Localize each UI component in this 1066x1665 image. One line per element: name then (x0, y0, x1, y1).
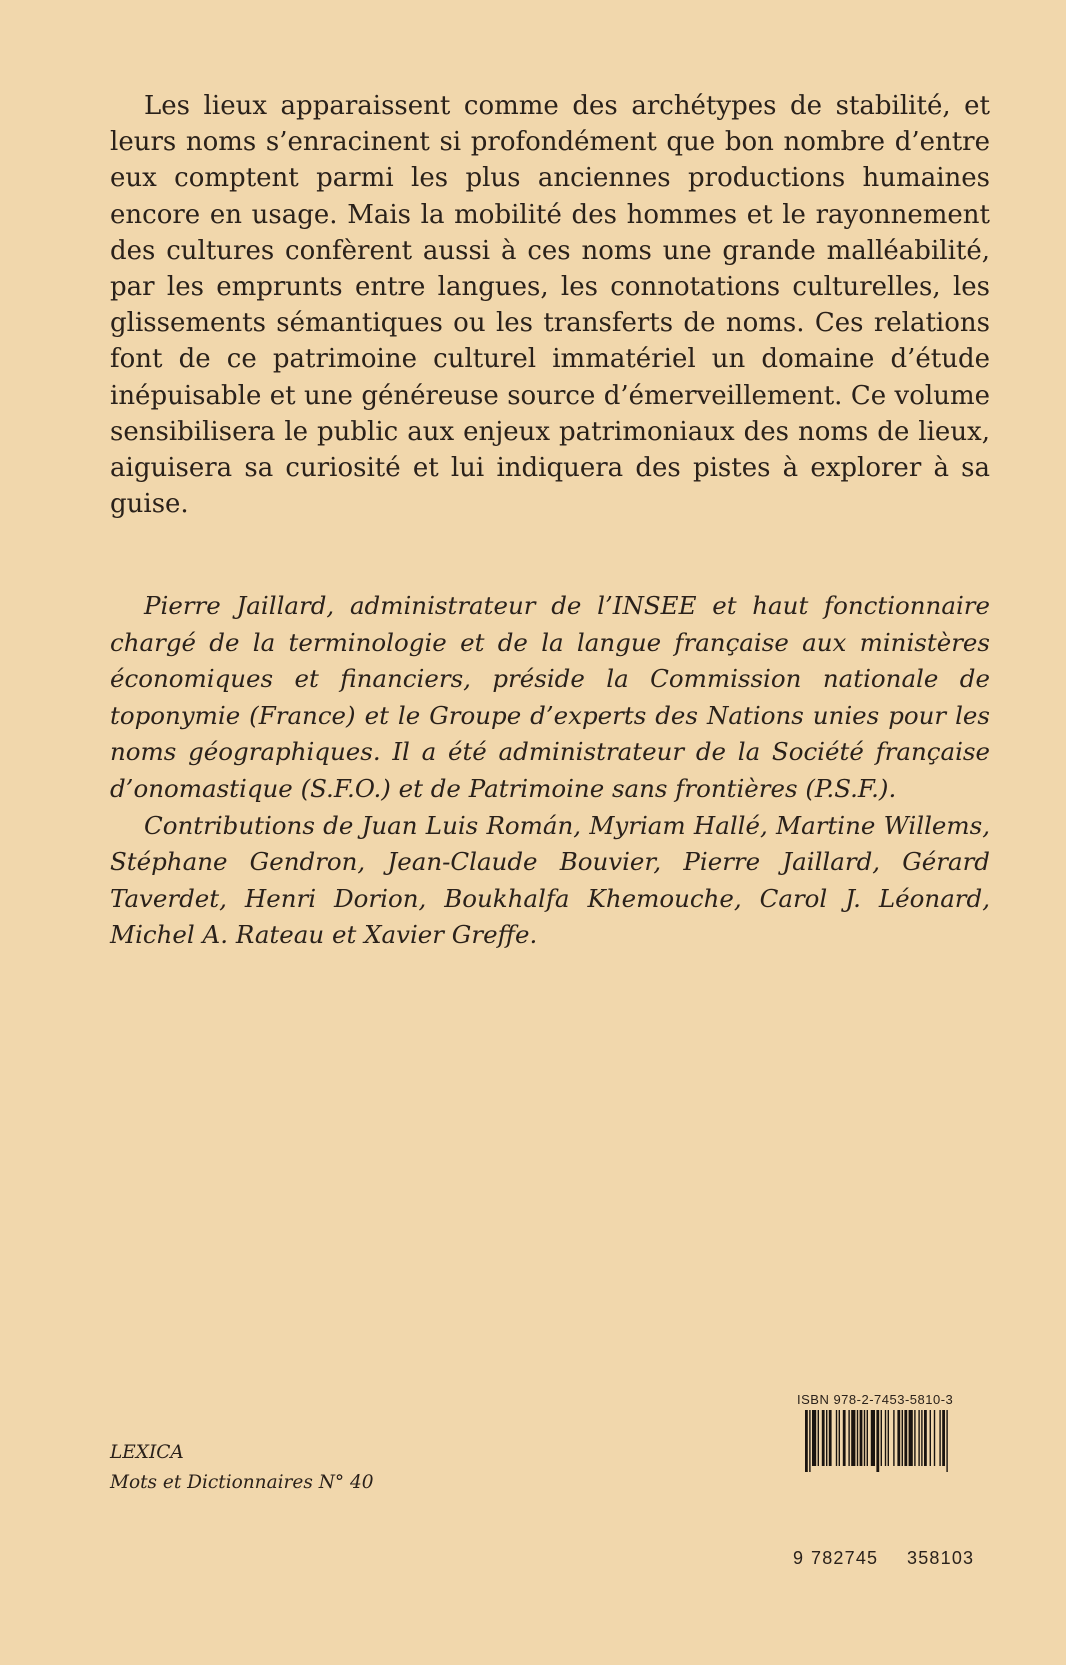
barcode-bar (839, 1410, 840, 1466)
ean-first-digit: 9 (793, 1548, 804, 1568)
barcode-bar (893, 1410, 894, 1466)
barcode-bar (867, 1410, 868, 1466)
series-name: LEXICA (110, 1442, 184, 1463)
barcode-bar (885, 1410, 886, 1466)
isbn-barcode (793, 1392, 1015, 1568)
barcode-bar (888, 1410, 889, 1466)
barcode-bar (939, 1410, 940, 1466)
barcode-bar (909, 1410, 913, 1466)
barcode-bar (829, 1410, 832, 1466)
barcode-bar (860, 1410, 863, 1466)
series-info (110, 1438, 490, 1498)
barcode-bar (826, 1410, 827, 1466)
barcode-bar (843, 1410, 846, 1466)
barcode-bar (942, 1410, 945, 1466)
blurb-text-block (110, 88, 990, 522)
barcode-bar (822, 1410, 825, 1466)
blurb-paragraph: Les lieux apparaissent comme des archétypes de stabilité, et leurs noms s’enracinent si profondément que bon nombre d’entre eux comptent parmi les plus anciennes productions humaines encore en usage. Mais la mobilité des hommes et le rayonnement des cultures confèrent aussi à ces noms une grande malléabilité, par les emprunts entre langues, les connotations culturelles, les glissements sémantiques ou les transferts de noms. Ces relations font de ce patrimoine culturel immatériel un domaine d’étude inépuisable et une généreuse source d’émerveillement. Ce volume sensibilisera le public aux enjeux patrimoniaux des noms de lieux, aiguisera sa curiosité et lui indiquera des pistes à explorer à sa guise. (110, 91, 990, 520)
barcode-bar (864, 1410, 865, 1466)
barcode-bar (857, 1410, 858, 1466)
ean-left-group: 782745 (811, 1548, 879, 1568)
barcode-bar (914, 1410, 915, 1466)
barcode-bar (851, 1410, 855, 1466)
barcode-bar (818, 1410, 819, 1466)
barcode-bar (902, 1410, 903, 1466)
barcode-bar (946, 1410, 947, 1472)
barcode-bar (805, 1410, 808, 1472)
barcode-bar (881, 1410, 882, 1466)
author-bio-block (110, 588, 990, 954)
barcode-bar (904, 1410, 907, 1466)
ean-right-group: 358103 (907, 1548, 975, 1568)
contributors-paragraph: Contributions de Juan Luis Román, Myriam Hallé, Martine Willems, Stéphane Gendron, Jean-Claude Bouvier, Pierre Jaillard, Gérard Taverdet, Henri Dorion, Boukhalfa Khemouche, Carol J. Léonard, Michel A. Rateau et Xavier Greffe. (110, 810, 990, 950)
barcode-bar (897, 1410, 900, 1466)
barcode-bar (876, 1410, 879, 1472)
barcode-bar (924, 1410, 927, 1466)
barcode-bar (812, 1410, 816, 1466)
barcode-bar (848, 1410, 849, 1466)
author-bio-paragraph: Pierre Jaillard, administrateur de l’INSEE et haut fonctionnaire chargé de la terminologie et de la langue française aux ministères économiques et financiers, préside la Commission nationale de toponymie (France) et le Groupe d’experts des Nations unies pour les noms géographiques. Il a été administrateur de la Société française d’onomastique (S.F.O.) et de Patrimoine sans frontières (P.S.F.). (110, 591, 990, 803)
barcode-icon (805, 1410, 1011, 1472)
barcode-bar (921, 1410, 922, 1466)
barcode-bar (809, 1410, 810, 1472)
isbn-label: ISBN 978-2-7453-5810-3 (797, 1392, 954, 1407)
barcode-bar (871, 1410, 875, 1466)
barcode-bar (836, 1410, 837, 1466)
barcode-bar (930, 1410, 931, 1466)
barcode-bar (934, 1410, 935, 1466)
series-collection: Mots et Dictionnaires N° 40 (110, 1472, 374, 1493)
barcode-bar (918, 1410, 919, 1466)
